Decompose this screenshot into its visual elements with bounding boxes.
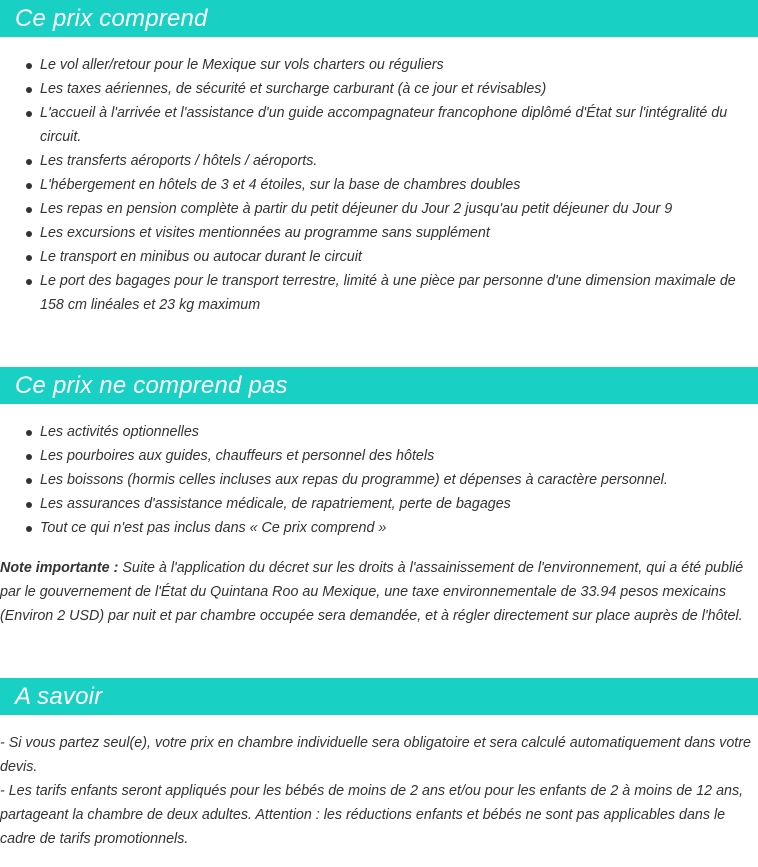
savoir-header <box>0 678 758 715</box>
list-item: L'hébergement en hôtels de 3 et 4 étoiles, sur la base de chambres doubles <box>0 173 758 197</box>
list-item: Les pourboires aux guides, chauffeurs et personnel des hôtels <box>0 444 758 468</box>
includes-header <box>0 0 758 37</box>
excludes-title: Ce prix ne comprend pas <box>15 371 288 399</box>
list-item: Le port des bagages pour le transport terrestre, limité à une pièce par personne d'une dimension maximale de 158 cm linéales et 23 kg maximum <box>0 269 758 317</box>
list-item: Les taxes aériennes, de sécurité et surcharge carburant (à ce jour et révisables) <box>0 77 758 101</box>
excludes-list <box>0 420 758 540</box>
savoir-title: A savoir <box>15 682 103 710</box>
list-item: Les excursions et visites mentionnées au programme sans supplément <box>0 221 758 245</box>
list-item: Les boissons (hormis celles incluses aux repas du programme) et dépenses à caractère personnel. <box>0 468 758 492</box>
list-item: Les transferts aéroports / hôtels / aéroports. <box>0 149 758 173</box>
includes-list <box>0 53 758 317</box>
savoir-section <box>0 678 758 851</box>
list-item: L'accueil à l'arrivée et l'assistance d'un guide accompagnateur francophone diplômé d'État sur l'intégralité du circuit. <box>0 101 758 149</box>
note-text: Suite à l'application du décret sur les droits à l'assainissement de l'environnement, qui a été publié par le gouvernement de l'État du Quintana Roo au Mexique, une taxe environnementale de 33.94 pesos mexicains (Environ 2 USD) par nuit et par chambre occupée sera demandée, et à régler directement sur place auprès de l'hôtel. <box>0 560 744 624</box>
list-item: Les repas en pension complète à partir du petit déjeuner du Jour 2 jusqu'au petit déjeuner du Jour 9 <box>0 197 758 221</box>
list-item: Les activités optionnelles <box>0 420 758 444</box>
excludes-header <box>0 367 758 404</box>
includes-section <box>0 0 758 317</box>
list-item: Le vol aller/retour pour le Mexique sur vols charters ou réguliers <box>0 53 758 77</box>
note-label: Note importante : <box>0 560 119 576</box>
savoir-paragraph: - Si vous partez seul(e), votre prix en chambre individuelle sera obligatoire et sera calculé automatiquement dans votre devis. <box>0 735 751 775</box>
includes-title: Ce prix comprend <box>15 4 208 32</box>
list-item: Les assurances d'assistance médicale, de rapatriement, perte de bagages <box>0 492 758 516</box>
important-note <box>0 556 758 628</box>
list-item: Tout ce qui n'est pas inclus dans « Ce prix comprend » <box>0 516 758 540</box>
savoir-paragraph: - Les tarifs enfants seront appliqués pour les bébés de moins de 2 ans et/ou pour les enfants de 2 à moins de 12 ans, partageant la chambre de deux adultes. Attention : les réductions enfants et bébés ne sont pas applicables dans le cadre de tarifs promotionnels. <box>0 783 744 847</box>
excludes-section <box>0 367 758 628</box>
list-item: Le transport en minibus ou autocar durant le circuit <box>0 245 758 269</box>
